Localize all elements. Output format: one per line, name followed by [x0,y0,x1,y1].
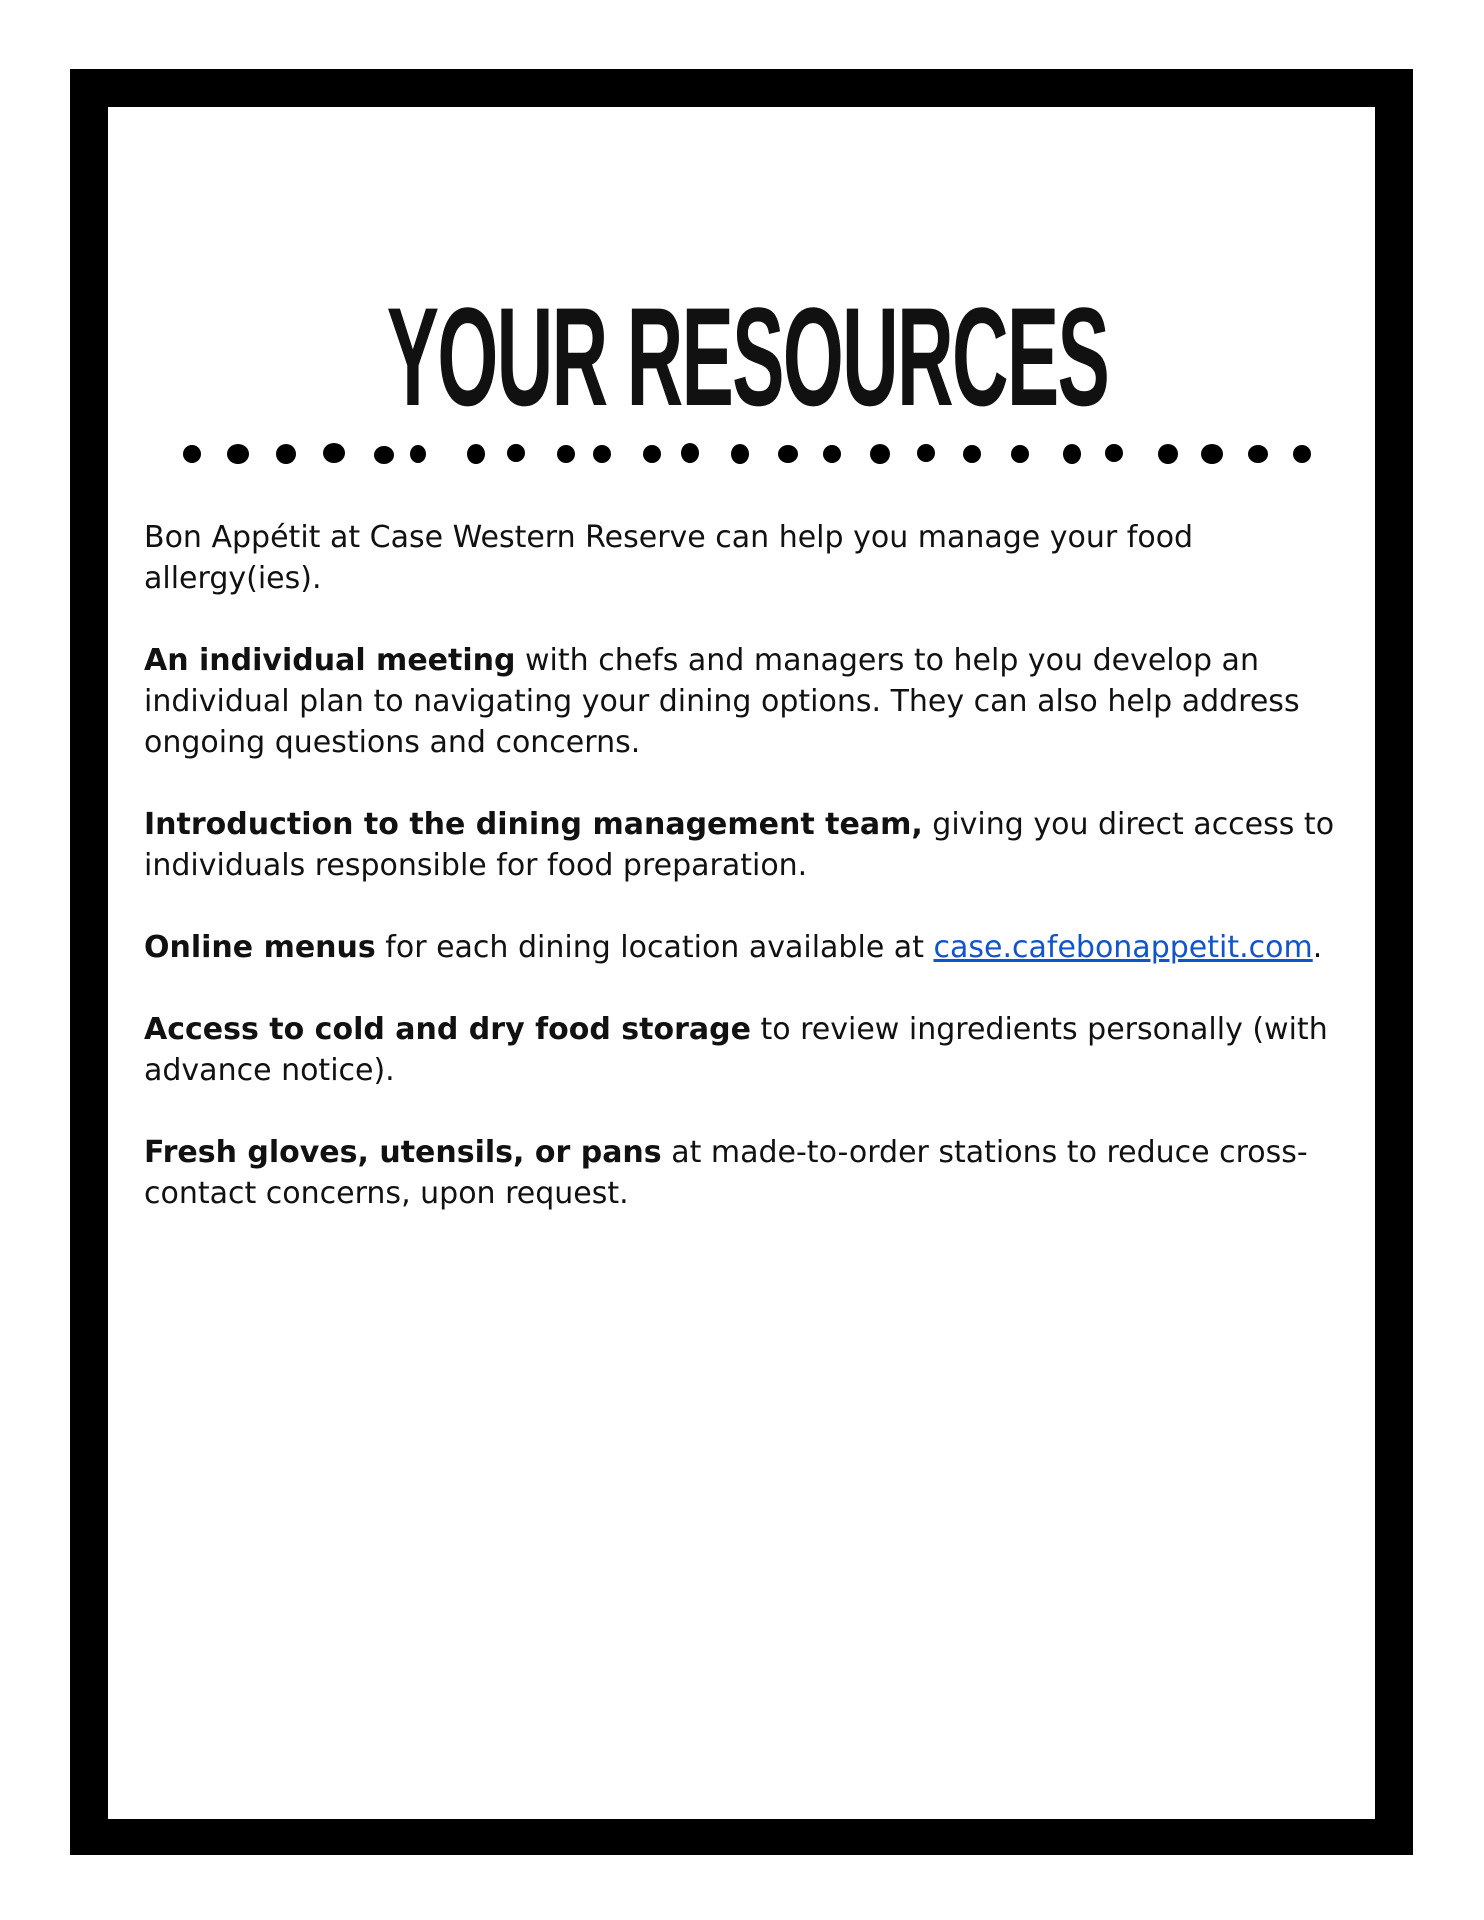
resource-item-text: for each dining location available at [375,930,934,965]
resource-item-text: giving you direct access to individuals responsible for food preparation. [144,807,1335,883]
resource-item-heading: Online menus [144,930,376,965]
resource-item-punctuation: . [1312,930,1323,965]
resource-item-online-menus [144,927,1344,968]
resource-item-fresh-gloves [144,1132,1344,1214]
page-content-area [108,107,1375,1819]
page-frame [70,69,1413,1855]
menu-website-link[interactable]: case.cafebonappetit.com [933,930,1313,965]
resource-item-text: to review ingredients personally (with advance notice). [144,1012,1328,1088]
resource-item-heading: Introduction to the dining management team, [144,807,923,842]
resource-item-individual-meeting [144,640,1344,763]
resource-item-text: with chefs and managers to help you develop an individual plan to navigating your dining options. They can also help address ongoing questions and concerns. [144,643,1300,760]
resource-item-text: at made-to-order stations to reduce cross-contact concerns, upon request. [144,1135,1308,1211]
resource-item-management-team [144,804,1344,886]
resource-item-heading: An individual meeting [144,643,516,678]
intro-paragraph: Bon Appétit at Case Western Reserve can help you manage your food allergy(ies). [144,520,1194,596]
resources-text [144,517,1344,1255]
page-title: YOUR RESOURCES [386,278,1109,435]
resource-item-food-storage [144,1009,1344,1091]
resource-item-heading: Access to cold and dry food storage [144,1012,751,1047]
resource-item-heading: Fresh gloves, utensils, or pans [144,1135,662,1170]
dotted-divider [180,440,1340,468]
